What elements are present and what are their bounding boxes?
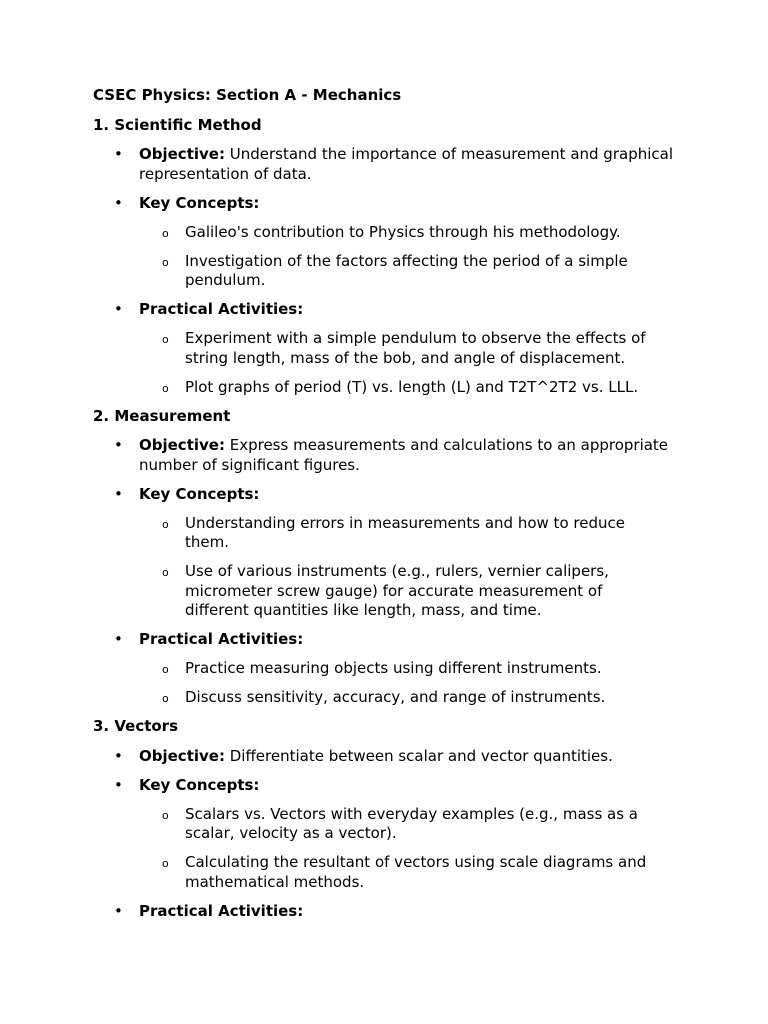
sub-bullet-marker: o [162, 255, 169, 269]
practical-activities-label: Practical Activities: [139, 300, 304, 318]
objective-text: Differentiate between scalar and vector quantities. [224, 746, 613, 765]
objective-label: Objective: [139, 436, 225, 454]
section-heading: 2. Measurement [93, 406, 231, 425]
bullet-marker: • [114, 630, 123, 648]
sub-bullet-marker: o [162, 381, 169, 395]
section-bullet-list [93, 145, 693, 397]
objective-text-block [139, 747, 693, 767]
key-concept-text: Investigation of the factors affecting the period of a simple pendulum. [185, 251, 628, 289]
key-concept-item [139, 252, 663, 291]
practical-activity-text: Discuss sensitivity, accuracy, and range of instruments. [185, 688, 606, 706]
document-content [93, 86, 693, 931]
practical-activities-list [139, 329, 693, 397]
objective-label: Objective: [139, 746, 225, 765]
practical-activities-item [93, 300, 693, 397]
sub-bullet-marker: o [162, 333, 169, 346]
practical-activity-item [139, 688, 663, 708]
practical-activity-text: Experiment with a simple pendulum to observe the effects of string length, mass of the bob, and angle of displacement. [185, 329, 646, 367]
section [93, 407, 693, 708]
practical-activities-item [93, 630, 693, 708]
key-concept-text: Use of various instruments (e.g., rulers, vernier calipers, micrometer screw gauge) for accurate measurement of different quantities like length, mass, and time. [185, 562, 609, 619]
bullet-marker: • [114, 300, 123, 318]
practical-activity-item [139, 329, 663, 368]
key-concept-item [139, 805, 663, 844]
practical-activities-label: Practical Activities: [139, 630, 304, 648]
objective-item [93, 747, 693, 767]
bullet-marker: • [114, 145, 123, 163]
bullet-marker: • [114, 436, 123, 454]
sub-bullet-marker: o [162, 663, 169, 676]
sections-container [93, 116, 693, 922]
key-concepts-list [139, 514, 693, 621]
key-concept-item [139, 853, 663, 892]
key-concepts-item [93, 776, 693, 893]
objective-label: Objective: [139, 145, 225, 163]
sub-bullet-marker: o [162, 226, 169, 240]
section-bullet-list [93, 436, 693, 708]
objective-text: Express measurements and calculations to an appropriate number of significant figures. [139, 436, 669, 474]
sub-bullet-marker: o [162, 692, 169, 705]
objective-text: Understand the importance of measurement and graphical representation of data. [139, 145, 673, 183]
sub-bullet-marker: o [162, 566, 169, 579]
sub-bullet-marker: o [162, 857, 169, 870]
section [93, 717, 693, 921]
key-concepts-label: Key Concepts: [139, 193, 260, 212]
key-concept-item [139, 514, 663, 553]
section-bullet-list [93, 747, 693, 922]
sub-bullet-marker: o [162, 808, 169, 822]
document-title: CSEC Physics: Section A - Mechanics [93, 86, 402, 104]
key-concept-text: Calculating the resultant of vectors using scale diagrams and mathematical methods. [185, 853, 647, 891]
bullet-marker: • [114, 484, 123, 503]
key-concept-text: Scalars vs. Vectors with everyday examples (e.g., mass as a scalar, velocity as a vector). [185, 804, 638, 842]
bullet-marker: • [114, 775, 123, 794]
practical-activity-text: Plot graphs of period (T) vs. length (L) and T2T^2T2 vs. LLL. [185, 377, 639, 396]
key-concept-item [139, 562, 663, 621]
key-concepts-label: Key Concepts: [139, 775, 260, 794]
key-concepts-label: Key Concepts: [139, 484, 260, 503]
key-concepts-list [139, 805, 693, 893]
practical-activity-item [139, 659, 663, 679]
practical-activity-text: Practice measuring objects using different instruments. [185, 659, 602, 677]
objective-item [93, 436, 693, 475]
objective-text-block [139, 145, 693, 184]
section [93, 116, 693, 398]
sub-bullet-marker: o [162, 517, 169, 531]
bullet-marker: • [114, 193, 123, 212]
key-concept-text: Galileo's contribution to Physics through his methodology. [185, 222, 621, 241]
section-heading: 3. Vectors [93, 717, 179, 735]
key-concepts-list [139, 223, 693, 291]
key-concept-text: Understanding errors in measurements and how to reduce them. [185, 513, 625, 551]
practical-activities-item [93, 902, 693, 922]
key-concepts-item [93, 485, 693, 621]
practical-activity-item [139, 378, 663, 398]
key-concept-item [139, 223, 663, 243]
objective-text-block [139, 436, 693, 475]
objective-item [93, 145, 693, 184]
bullet-marker: • [114, 901, 123, 920]
section-heading: 1. Scientific Method [93, 115, 262, 134]
practical-activities-label: Practical Activities: [139, 901, 304, 920]
key-concepts-item [93, 194, 693, 291]
bullet-marker: • [114, 746, 123, 765]
practical-activities-list [139, 659, 693, 708]
